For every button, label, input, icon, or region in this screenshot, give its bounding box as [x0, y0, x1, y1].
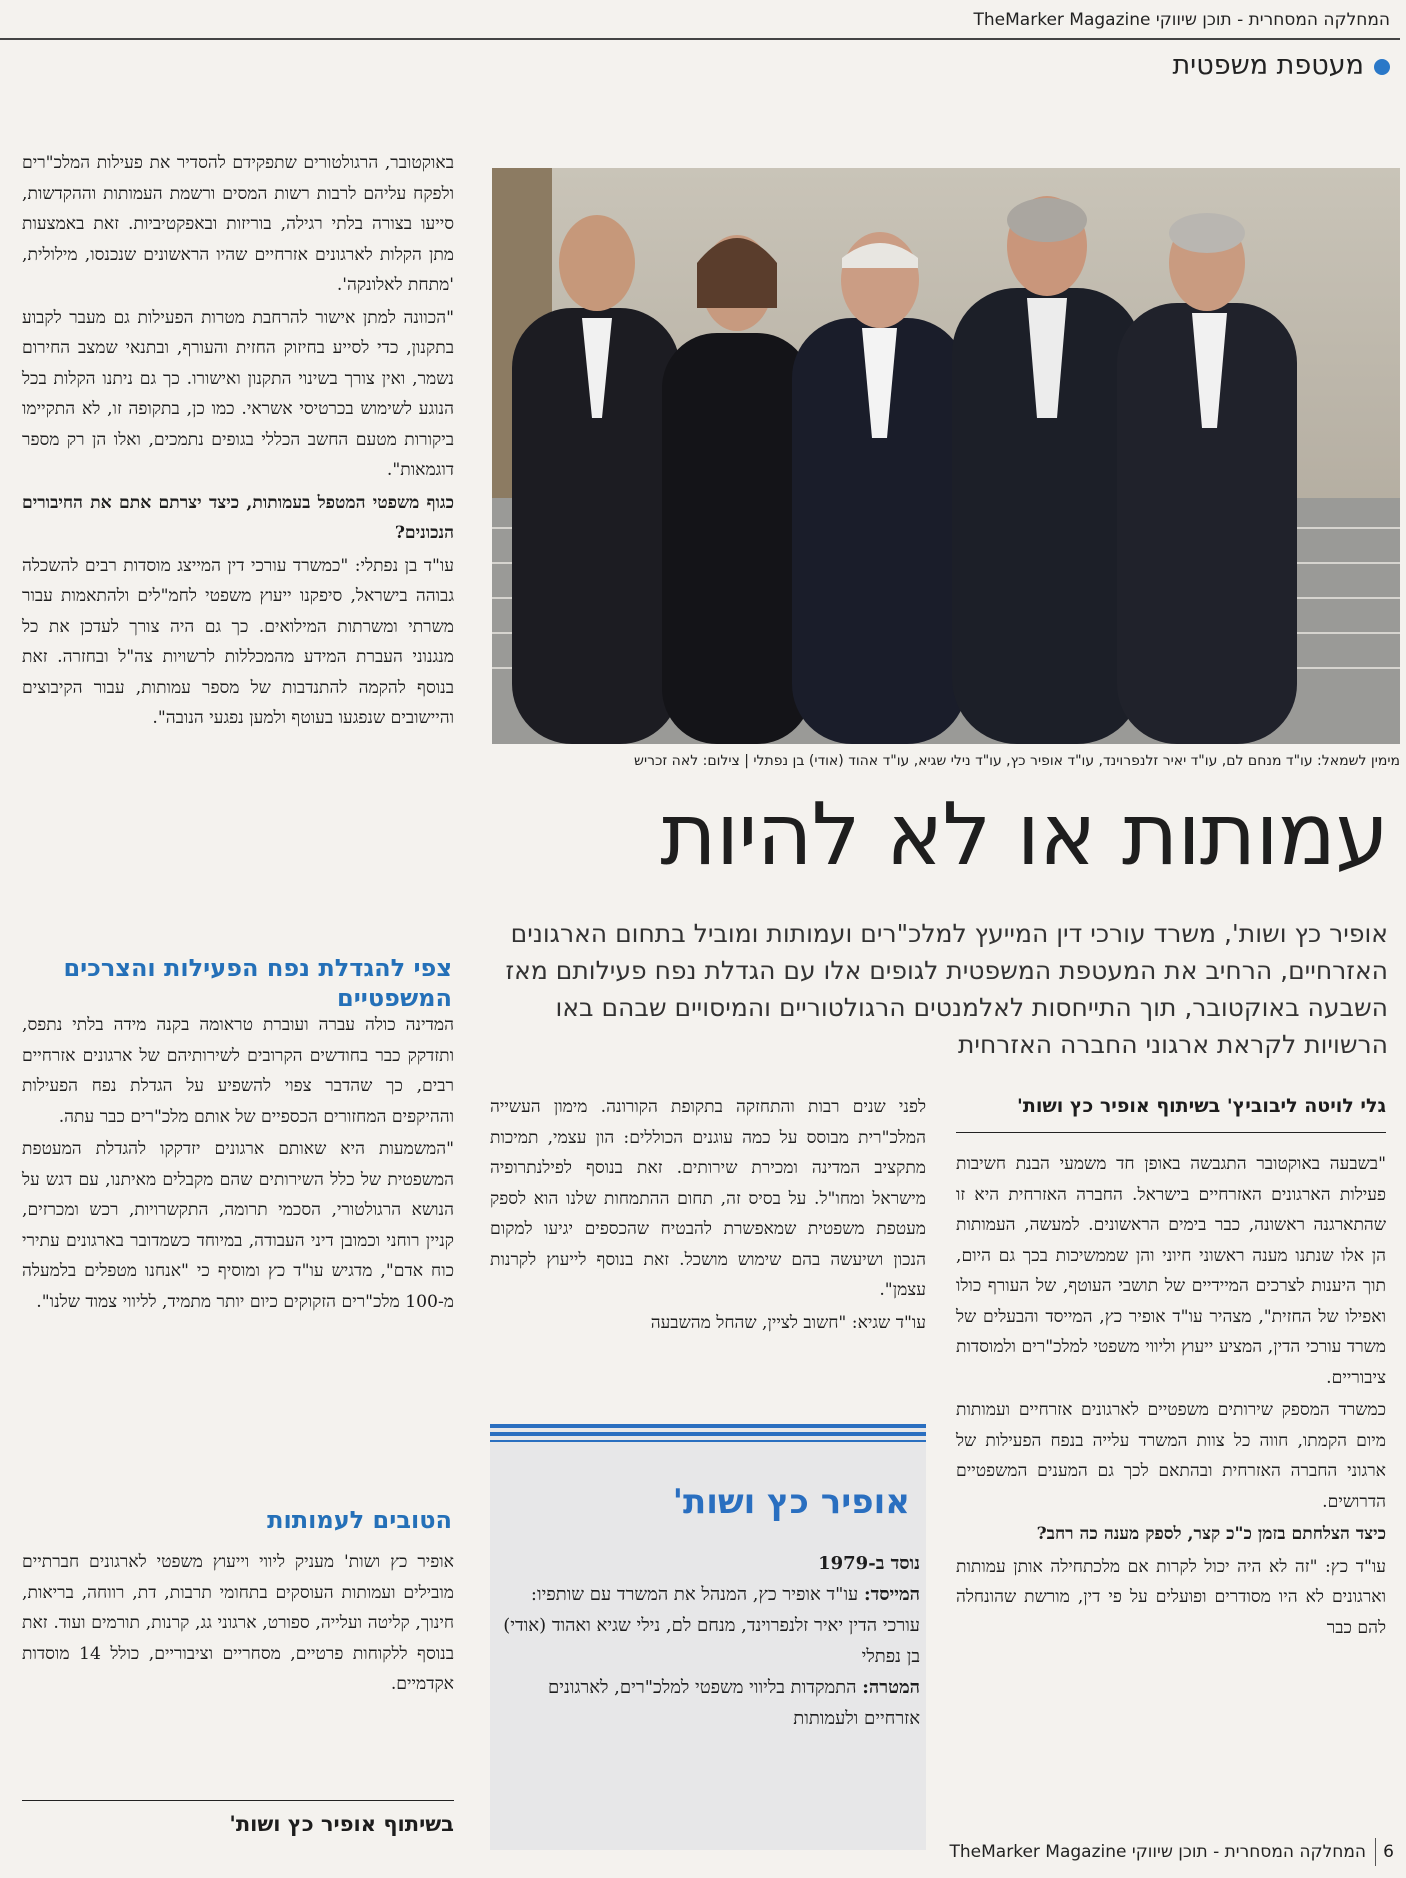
question-text: כיצד הצלחתם בזמן כ"כ קצר, לספק מענה כה רחב?: [1036, 1524, 1386, 1544]
byline: גלי לויטה ליבוביץ' בשיתוף אופיר כץ ושות': [1017, 1095, 1386, 1117]
middle-column: [490, 1092, 926, 1340]
subheading-growth: צפי להגדלת נפח הפעילות והצרכים המשפטיים: [63, 954, 452, 1012]
intro-paragraph: אופיר כץ ושות', משרד עורכי דין המייעץ למלכ"רים ועמותות ומוביל בתחום הארגונים האזרחיים, הרחיב את המעטפת המשפטית לגופים אלו עם הגדלת נפח פעילותם מאז השבעה באוקטובר, תוך התייחסות לאלמנטים הרגולטוריים והמיסויים שבהם באו הרשויות לקראת ארגוני החברה האזרחית: [505, 919, 1388, 1059]
paragraph: המדינה כולה עברה ועוברת טראומה בקנה מידה בלתי נתפס, ותזדקק כבר בחודשים הקרובים לשירותיהם של ארגונים אזרחיים רבים, כך שהדבר צפוי להשפיע על הגדלת נפח הפעילות וההיקפים המחזורים הכספיים של אותם מלכ"רים כבר עתה.: [22, 1015, 454, 1127]
left-column: [22, 148, 454, 736]
question: [22, 488, 454, 549]
question-text: כגוף משפטי המטפל בעמותות, כיצד יצרתם אתם את החיבורים הנכונים?: [22, 492, 454, 543]
left-column-section3: [22, 1547, 454, 1702]
paragraph: "הכוונה למתן אישור להרחבת מטרות הפעילות גם מעבר לקבוע בתקנון, כדי לסייע בחיזוק החזית והעורף, ובתנאי שמצב החירום נשמר, ואין צורך בשינוי התקנון ואישורו. כך גם ניתנו הקלות בכל הנוגע לשימוש בכרטיסי אשראי. כמו כן, בתקופה זו, לא התקיימו ביקורות מטעם החשב הכללי בגופים נתמכים, ואלו הן רק מספר דוגמאות".: [22, 307, 454, 480]
right-column: [956, 1149, 1386, 1645]
firm-box-stripes: [490, 1424, 926, 1442]
paragraph: "המשמעות היא שאותם ארגונים יזדקקו להגדלת המעטפת המשפטית של כלל השירותים שהם מקבלים מאיתנו, עם דגש על הנושא הרגולטורי, הסכמי תרומה, התקשרויות, רכש ומכרזים, קניין רוחני וכמובן דיני העבודה, במיוחד כשמדובר בארגונים עתירי כוח אדם", מדגיש עו"ד כץ ומוסיף כי "אנחנו מטפלים בלמעלה מ-100 מלכ"רים הזקוקים כיום יותר מתמיד, לליווי צמוד שלנו".: [22, 1139, 454, 1312]
section-dot-icon: [1374, 59, 1390, 75]
goal-label: המטרה:: [862, 1677, 920, 1698]
paragraph: עו"ד שגיא: "חשוב לציין, שהחל מהשבעה: [650, 1312, 926, 1333]
paragraph: עו"ד בן נפתלי: "כמשרד עורכי דין המייצג מוסדות רבים להשכלה גבוהה בישראל, סיפקנו ייעוץ משפטי לחמ"לים ולהתאמות עבור משרתי ומשרתות המילואים. כך גם היה צורך לעדכן את כל מנגנוני העברת המידע מהמכללות לרשויות צה"ל ובחזרה. זאת בנוסף להקמה להתנדבות של מספר עמותות, עבור הקיבוצים והיישובים שנפגעו בעוטף ולמען נפגעי הנובה".: [22, 555, 454, 728]
founder-label: המייסד:: [863, 1584, 920, 1605]
headline: עמותות או לא להיות: [660, 785, 1388, 885]
goal-text: התמקדות בליווי משפטי למלכ"רים, לארגונים אזרחיים ולעמותות: [548, 1677, 920, 1729]
header-rule: [0, 38, 1400, 40]
group-photo: [492, 168, 1400, 744]
group-photo-illustration: [492, 168, 1400, 744]
founded: נוסד ב-1979: [818, 1553, 920, 1574]
paragraph: כמשרד המספק שירותים משפטיים לארגונים אזרחיים ועמותות מיום הקמתו, חווה כל צוות המשרד עלייה בנפח הפעילות של ארגוני החברה האזרחית ובהתאם לכך גם המענים המשפטיים הדרושים.: [956, 1400, 1386, 1512]
photo-caption: מימין לשמאל: עו"ד מנחם לם, עו"ד יאיר זלנפרוינד, עו"ד אופיר כץ, עו"ד נילי שגיא, עו"ד אהוד (אודי) בן נפתלי | צילום: לאה זכריש: [634, 753, 1400, 769]
paragraph: עו"ד כץ: "זה לא היה יכול לקרות אם מלכתחילה אותן עמותות וארגונים לא היו מסודרים ופועלים על פי דין, מורשת שהונחלה להם כבר: [956, 1556, 1386, 1638]
paragraph: אופיר כץ ושות' מעניק ליווי וייעוץ משפטי לארגונים חברתיים מובילים ועמותות העוסקים בתחומי תרבות, דת, רווחה, בריאות, חינוך, קליטה ועלייה, ספורט, ארגוני גג, קרנות, תורמים ועוד. זאת בנוסף ללקוחות פרטיים, מסחריים וציבוריים, כולל 14 מוסדות אקדמיים.: [22, 1552, 454, 1694]
byline-rule: [956, 1132, 1386, 1133]
subheading-best: הטובים לעמותות: [267, 1506, 452, 1534]
paragraph: לפני שנים רבות והתחזקה בתקופת הקורונה. מימון העשייה המלכ"רית מבוסס על כמה עוגנים הכוללים: הון עצמי, תמיכות מתקציב המדינה ומכירת שירותים. זאת בנוסף לפילנתרופיה מישראל ומחו"ל. על בסיס זה, תחום ההתמחות שלנו הוא לספק מעטפת משפטית שמאפשרת להבטיח שהכספים יגיעו למקום הנכון ושיעשה בהם שימוש מושכל. זאת בנוסף לייעוץ לקרנות עצמן".: [490, 1097, 926, 1300]
section-title: מעטפת משפטית: [1172, 50, 1364, 81]
running-head: TheMarker Magazine המחלקה המסחרית - תוכן שיווקי: [973, 10, 1390, 30]
firm-box-title: אופיר כץ ושות': [672, 1482, 910, 1522]
founder-text: עו"ד אופיר כץ, המנהל את המשרד עם שותפיו: עורכי הדין יאיר זלנפרוינד, מנחם לם, נילי שגיא ואהוד (אודי) בן נפתלי: [503, 1584, 920, 1667]
footer-text: TheMarker Magazine המחלקה המסחרית - תוכן שיווקי: [949, 1842, 1366, 1862]
footer-separator: [1375, 1838, 1376, 1866]
firm-box-body: [500, 1548, 920, 1734]
left-column-section2: [22, 1010, 454, 1319]
partnership-credit: בשיתוף אופיר כץ ושות': [229, 1812, 454, 1836]
paragraph: באוקטובר, הרגולטורים שתפקידם להסדיר את פעילות המלכ"רים ולפקח עליהם לרבות רשות המסים ורשמת העמותות וההקדשות, סייעו בצורה בלתי רגילה, בוריזות ובאפקטיביות. זאת באמצעות מתן הקלות לארגונים אזרחיים שהיו הראשונים שנכנסו, מילולית, 'מתחת לאלונקה'.: [22, 153, 454, 295]
page-number: 6: [1383, 1842, 1394, 1862]
partnership-rule: [22, 1800, 454, 1801]
question: [956, 1519, 1386, 1550]
paragraph: "בשבעה באוקטובר התגבשה באופן חד משמעי הבנת חשיבות פעילות הארגונים האזרחיים בישראל. החברה האזרחית היא זו שהתארגנה ראשונה, כבר בימים הראשונים. למעשה, העמותות הן אלו שנתנו מענה ראשוני חיוני והן שממשיכות בכך גם היום, תוך היענות לצרכים המיידיים של תושבי העוטף, של העורף כולו ואפילו של החזית", מצהיר עו"ד אופיר כץ, המייסד והבעלים של משרד עורכי הדין, המציע ייעוץ וליווי משפטי למלכ"רים ולמוסדות ציבוריים.: [956, 1154, 1386, 1388]
section-label: [1172, 50, 1390, 81]
